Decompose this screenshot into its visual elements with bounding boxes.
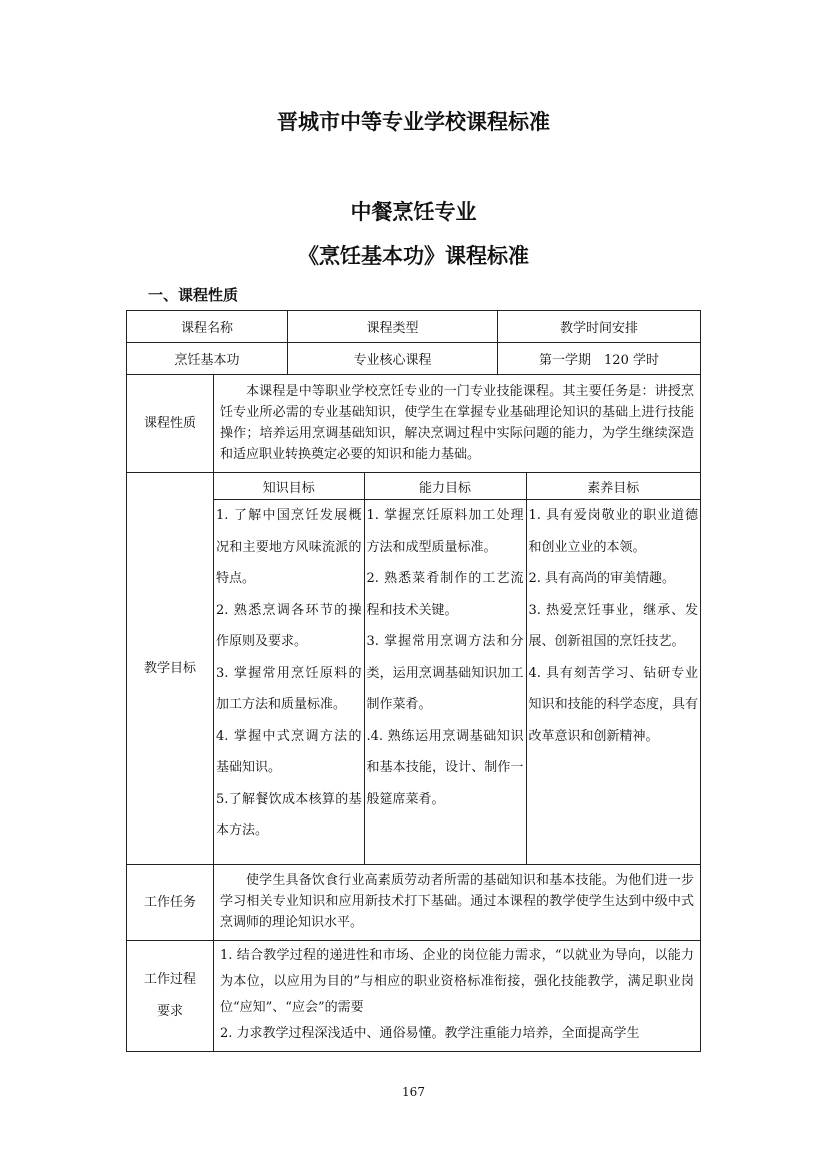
list-item: 4. 掌握中式烹调方法的基础知识。 [216, 728, 362, 775]
process-row [127, 941, 701, 1052]
course-standard-title: 《烹饪基本功》课程标准 [298, 243, 529, 268]
section-heading: 一、课程性质 [148, 286, 239, 304]
process-item-2: 2. 力求教学过程深浅适中、通俗易懂。教学注重能力培养，全面提高学生 [220, 1026, 640, 1041]
goals-label: 教学目标 [127, 473, 214, 865]
major-title: 中餐烹饪专业 [350, 199, 477, 224]
knowledge-goals [214, 500, 364, 864]
list-item: 3. 热爱烹饪事业，继承、发展、创新祖国的烹饪技艺。 [528, 602, 699, 649]
list-item: 3. 掌握常用烹调方法和分类，运用烹调基础知识加工制作菜肴。 [366, 634, 524, 712]
list-item: .4. 熟练运用烹调基础知识和基本技能，设计、制作一般筵席菜肴。 [366, 728, 524, 807]
goals-cell [214, 473, 701, 865]
list-item: 3. 掌握常用烹饪原料的加工方法和质量标准。 [216, 665, 362, 712]
task-text: 使学生具备饮食行业高素质劳动者所需的基础知识和基本技能。为他们进一步学习相关专业知识和应用新技术打下基础。通过本课程的教学使学生达到中级中式烹调师的理论知识水平。 [214, 865, 701, 941]
nature-text: 本课程是中等职业学校烹饪专业的一门专业技能课程。其主要任务是：讲授烹饪专业所必需的专业基础知识，使学生在掌握专业基础理论知识的基础上进行技能操作；培养运用烹调基础知识，解决烹调过程中实际问题的能力，为学生继续深造和适应职业转换奠定必要的知识和能力基础。 [214, 375, 701, 473]
process-label-line2: 要求 [156, 1004, 183, 1019]
goals-header-row [214, 473, 700, 500]
process-label [127, 941, 214, 1052]
goals-table [214, 473, 700, 864]
process-item-1: 1. 结合教学过程的递进性和市场、企业的岗位能力需求，“以就业为导向，以能力为本位，以应用为目的”与相应的职业资格标准衔接，强化技能教学，满足职业岗位“应知”、“应会”的需要 [220, 948, 695, 1015]
task-label: 工作任务 [127, 865, 214, 941]
list-item: 5.了解餐饮成本核算的基本方法。 [216, 791, 362, 838]
goal-header-ability: 能力目标 [364, 473, 526, 500]
list-item: 2. 熟悉烹调各环节的操作原则及要求。 [216, 602, 362, 649]
course-type-cell: 专业核心课程 [288, 343, 498, 375]
page-number: 167 [402, 1085, 425, 1099]
schedule-cell: 第一学期 120 学时 [498, 343, 701, 375]
header-course-type: 课程类型 [288, 311, 498, 343]
nature-label: 课程性质 [127, 375, 214, 473]
header-course-name: 课程名称 [127, 311, 288, 343]
table-row [127, 343, 701, 375]
ability-goals [364, 500, 526, 864]
list-item: 4. 具有刻苦学习、钻研专业知识和技能的科学态度，具有改革意识和创新精神。 [528, 665, 699, 744]
process-text [214, 941, 701, 1052]
task-row [127, 865, 701, 941]
list-item: 2. 熟悉菜肴制作的工艺流程和技术关键。 [366, 571, 524, 618]
goal-header-knowledge: 知识目标 [214, 473, 364, 500]
list-item: 1. 具有爱岗敬业的职业道德和创业立业的本领。 [528, 508, 699, 555]
table-header-row [127, 311, 701, 343]
quality-goals [526, 500, 700, 864]
goal-header-quality: 素养目标 [526, 473, 700, 500]
document-title: 晋城市中等专业学校课程标准 [277, 109, 550, 134]
process-label-line1: 工作过程 [143, 972, 196, 987]
nature-row [127, 375, 701, 473]
list-item: 1. 掌握烹饪原料加工处理方法和成型质量标准。 [366, 508, 524, 555]
goals-row [127, 473, 701, 865]
list-item: 1. 了解中国烹饪发展概况和主要地方风味流派的特点。 [216, 508, 362, 586]
list-item: 2. 具有高尚的审美情趣。 [528, 571, 676, 586]
header-schedule: 教学时间安排 [498, 311, 701, 343]
course-table [126, 310, 701, 1052]
course-name-cell: 烹饪基本功 [127, 343, 288, 375]
